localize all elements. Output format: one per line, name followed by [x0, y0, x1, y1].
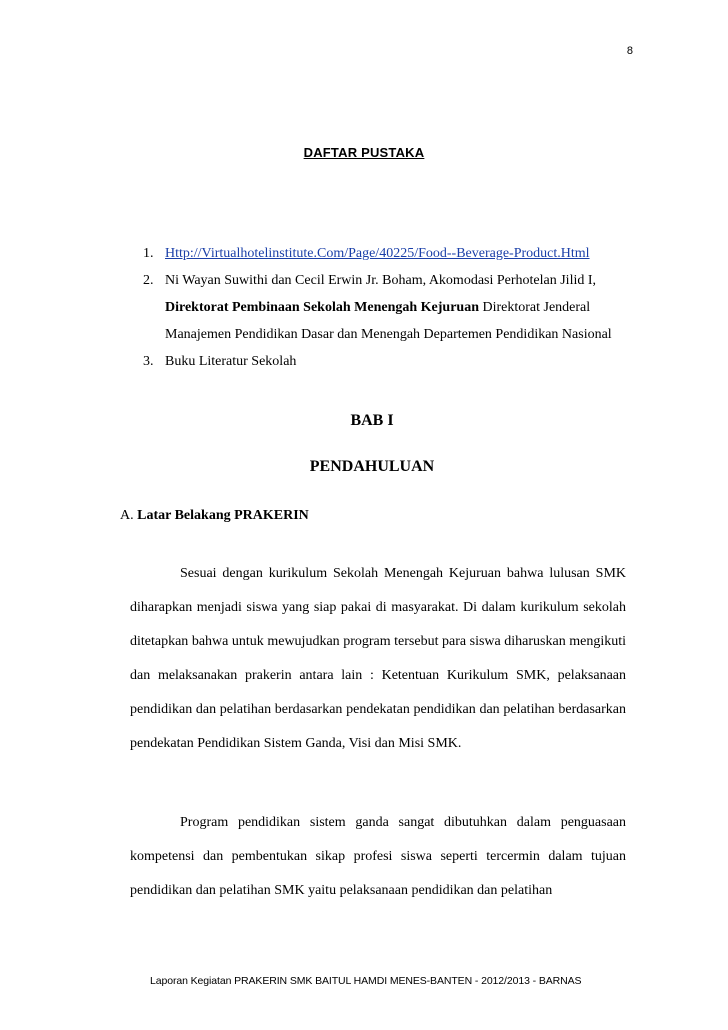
reference-number: 3.	[143, 354, 154, 369]
reference-list	[143, 240, 633, 375]
reference-text: Buku Literatur Sekolah	[165, 354, 297, 369]
chapter-title: PENDAHULUAN	[309, 458, 435, 475]
reference-link[interactable]: Http://Virtualhotelinstitute.Com/Page/40225/Food--Beverage-Product.Html	[165, 246, 590, 261]
reference-text: Ni Wayan Suwithi dan Cecil Erwin Jr. Boham, Akomodasi Perhotelan Jilid I,	[165, 273, 597, 288]
body-paragraph: Sesuai dengan kurikulum Sekolah Menengah Kejuruan bahwa lulusan SMK diharapkan menjadi siswa yang siap pakai di masyarakat. Di dalam kurikulum sekolah ditetapkan bahwa untuk mewujudkan program tersebut para siswa diharuskan mengikuti dan melaksanakan prakerin antara lain : Ketentuan Kurikulum SMK, pelaksanaan pendidikan dan pelatihan berdasarkan pendekatan pendidikan dan pelatihan berdasarkan pendekatan Pendidikan Sistem Ganda, Visi dan Misi SMK.	[130, 566, 626, 751]
reference-item	[143, 267, 633, 348]
reference-item	[143, 348, 633, 375]
reference-bold-text: Direktorat Pembinaan Sekolah Menengah Kejuruan	[165, 300, 479, 315]
reference-number: 2.	[143, 273, 154, 288]
section-heading	[120, 508, 309, 524]
body-paragraph: Program pendidikan sistem ganda sangat dibutuhkan dalam penguasaan kompetensi dan pembentukan sikap profesi siswa seperti tercermin dalam tujuan pendidikan dan pelatihan SMK yaitu pelaksanaan pendidikan dan pelatihan	[130, 815, 626, 898]
daftar-pustaka-heading: DAFTAR PUSTAKA	[303, 145, 425, 160]
page-footer: Laporan Kegiatan PRAKERIN SMK BAITUL HAMDI MENES-BANTEN - 2012/2013 - BARNAS	[150, 975, 582, 987]
page-number: 8	[626, 45, 633, 57]
section-prefix: A.	[120, 508, 138, 523]
reference-item	[143, 240, 633, 267]
reference-number: 1.	[143, 246, 154, 261]
reference-text-continued: Direktorat Jenderal Manajemen Pendidikan Dasar dan Menengah Departemen Pendidikan Nasional	[165, 300, 612, 342]
chapter-label: BAB I	[350, 412, 394, 429]
section-title: Latar Belakang PRAKERIN	[137, 508, 309, 523]
